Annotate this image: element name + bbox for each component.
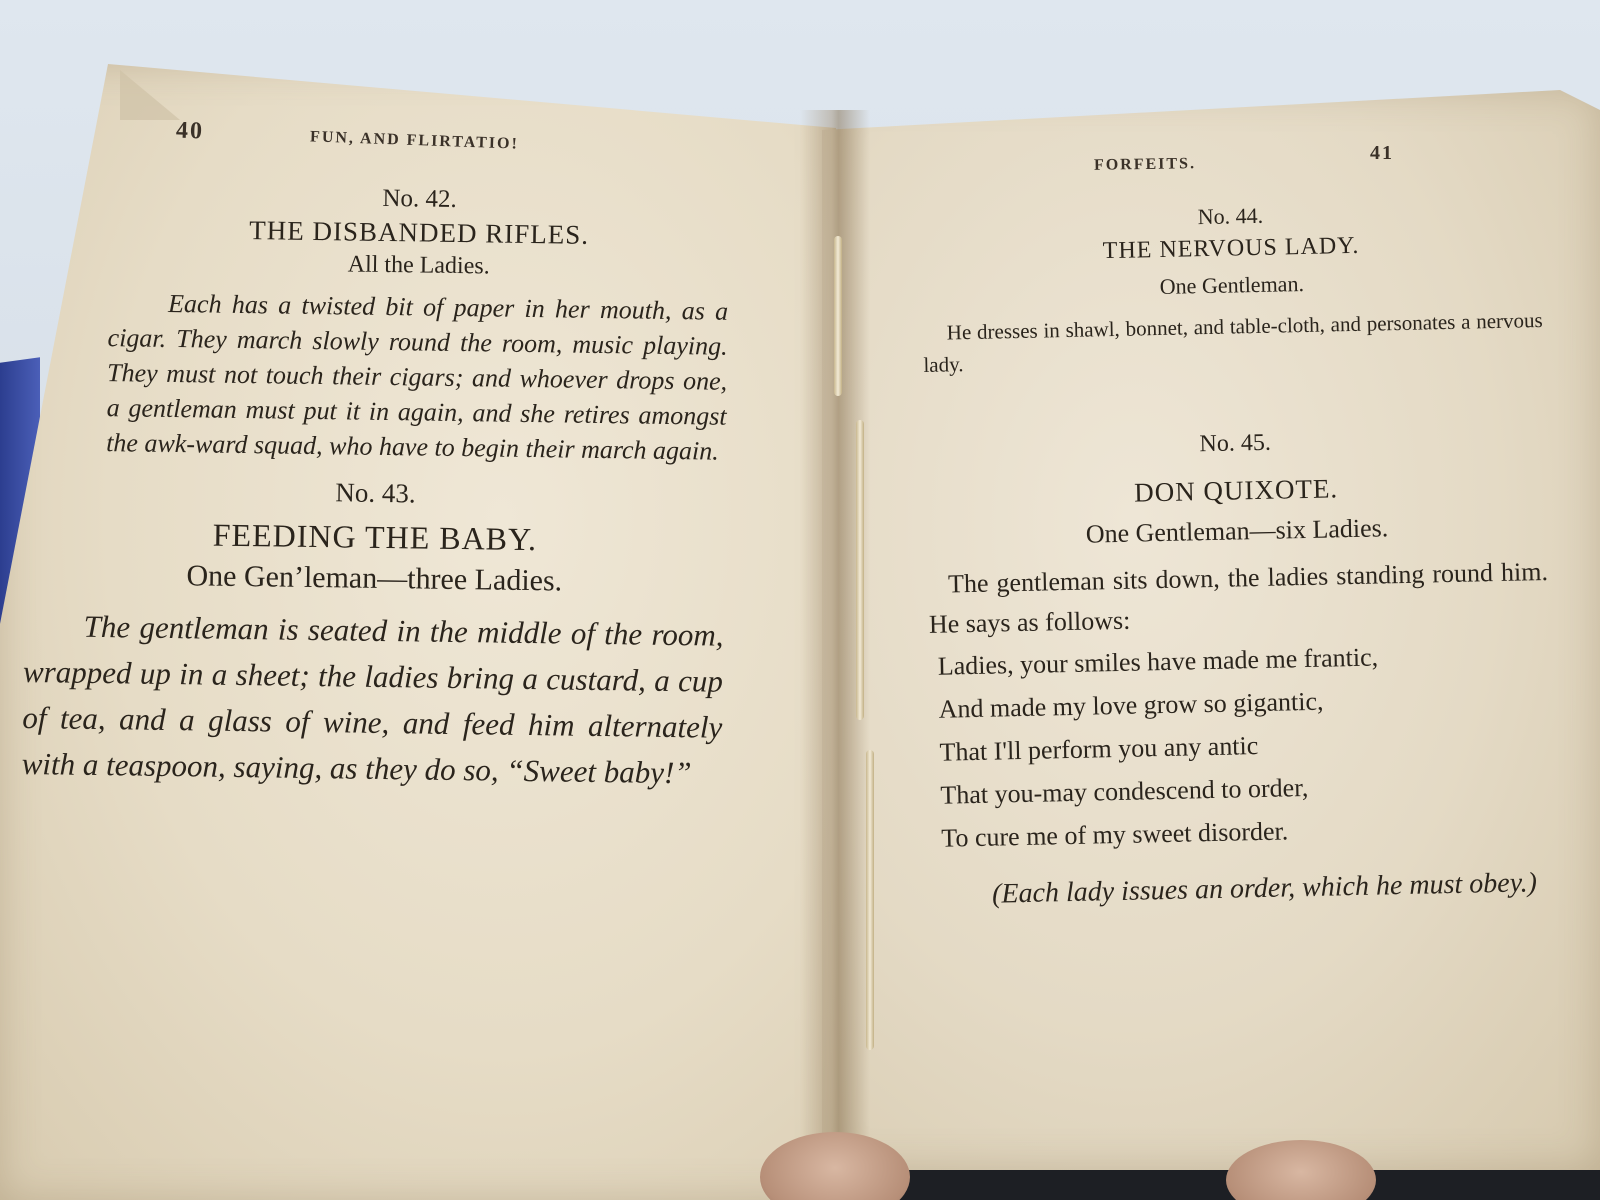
entry-participants: One Gentleman. (1159, 270, 1305, 299)
verse-line: Ladies, your smiles have made me frantic, (937, 642, 1379, 681)
left-page-number: 40 (175, 117, 205, 145)
verse-line: To cure me of my sweet disorder. (941, 816, 1289, 853)
entry-title: FEEDING THE BABY. (212, 516, 538, 558)
entry-44 (920, 197, 1543, 381)
entry-number: No. 42. (382, 184, 457, 213)
right-running-header: FORFEITS. (1093, 155, 1197, 174)
entry-43 (21, 473, 725, 797)
entry-title: THE DISBANDED RIFLES. (249, 215, 590, 250)
entry-title: DON QUIXOTE. (1133, 473, 1339, 508)
binding-thread (834, 236, 842, 396)
verse (929, 632, 1553, 860)
entry-title: THE NERVOUS LADY. (1102, 232, 1360, 265)
entry-number: No. 43. (335, 477, 416, 509)
entry-number: No. 45. (1199, 429, 1272, 458)
entry-body: The gentleman sits down, the ladies standing round him. He says as follows: (928, 556, 1549, 639)
entry-body: The gentleman is seated in the middle of the room, wrapped up in a sheet; the ladies bring a custard, a cup of tea, and a glass of wine, and feed him alternately with a teaspoon, saying, as they do so, “Sweet baby!” (21, 608, 724, 791)
page-corner-fold (120, 70, 180, 120)
verse-line: That I'll perform you any antic (939, 731, 1259, 767)
right-page-number: 41 (1370, 142, 1394, 164)
entry-participants: All the Ladies. (347, 251, 490, 280)
verse-line: And made my love grow so gigantic, (938, 686, 1324, 724)
binding-thread (856, 420, 864, 720)
binding-thread (866, 750, 874, 1050)
entry-number: No. 44. (1197, 202, 1264, 230)
entry-45 (925, 424, 1555, 918)
entry-note: (Each lady issues an order, which he must obey.) (991, 867, 1538, 910)
right-page-content (920, 187, 1555, 918)
verse-line: That you-may condescend to order, (940, 773, 1309, 810)
entry-body: Each has a twisted bit of paper in her mouth, as a cigar. They march slowly round the room, music playing. They must not touch their cigars; and whoever drops one, a gentleman must put it in again, and she retires amongst the awk-ward squad, who have to begin their march again. (105, 288, 729, 466)
entry-participants: One Gen’leman—three Ladies. (186, 559, 563, 598)
entry-participants: One Gentleman—six Ladies. (1085, 513, 1389, 549)
entry-42 (26, 180, 730, 469)
left-running-header: FUN, AND FLIRTATIO! (309, 128, 520, 153)
entry-body: He dresses in shawl, bonnet, and table-cloth, and personates a nervous lady. (923, 307, 1543, 377)
left-page-content (21, 170, 730, 797)
